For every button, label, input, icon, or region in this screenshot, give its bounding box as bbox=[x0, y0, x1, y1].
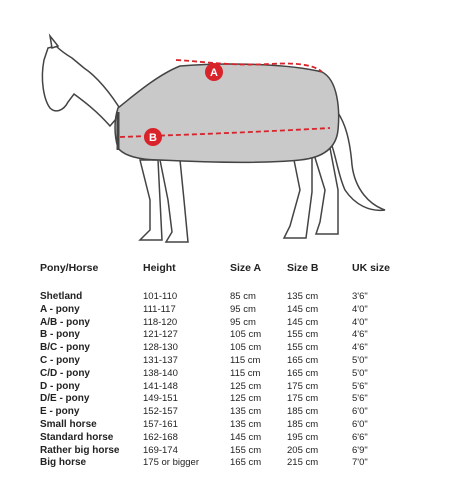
table-cell: 6'6" bbox=[352, 431, 368, 443]
table-cell: E - pony bbox=[40, 406, 80, 418]
table-cell: 155 cm bbox=[287, 329, 319, 341]
table-cell: 155 cm bbox=[230, 444, 262, 456]
table-cell: 4'6" bbox=[352, 329, 368, 341]
header-uk-size: UK size bbox=[352, 262, 390, 274]
marker-b-label: B bbox=[149, 132, 157, 144]
table-cell: 95 cm bbox=[230, 303, 256, 315]
table-cell: C/D - pony bbox=[40, 367, 90, 379]
header-pony-horse: Pony/Horse bbox=[40, 262, 99, 274]
table-cell: 101-110 bbox=[143, 291, 178, 302]
table-cell: 6'9" bbox=[352, 444, 368, 456]
table-cell: 205 cm bbox=[287, 444, 319, 456]
table-cell: 3'6" bbox=[352, 291, 368, 302]
table-cell: 5'6" bbox=[352, 393, 368, 405]
table-cell: 4'0" bbox=[352, 303, 368, 315]
table-cell: Small horse bbox=[40, 419, 97, 430]
header-height: Height bbox=[143, 262, 176, 274]
table-cell: 145 cm bbox=[230, 431, 262, 443]
table-cell: 162-168 bbox=[143, 431, 178, 443]
table-cell: 115 cm bbox=[230, 355, 261, 366]
header-size-a: Size A bbox=[230, 262, 262, 274]
table-cell: 138-140 bbox=[143, 367, 178, 379]
table-cell: 135 cm bbox=[287, 291, 319, 302]
table-cell: 105 cm bbox=[230, 342, 262, 354]
table-cell: 165 cm bbox=[287, 355, 319, 366]
header-size-b: Size B bbox=[287, 262, 319, 274]
table-cell: 111-117 bbox=[143, 303, 176, 315]
table-cell: 165 cm bbox=[230, 457, 262, 469]
table-cell: A - pony bbox=[40, 303, 80, 315]
table-cell: 125 cm bbox=[230, 380, 262, 392]
table-cell: A/B - pony bbox=[40, 316, 90, 328]
table-cell: 169-174 bbox=[143, 444, 178, 456]
marker-a-label: A bbox=[210, 67, 218, 79]
table-cell: 118-120 bbox=[143, 316, 178, 328]
table-cell: 5'6" bbox=[352, 380, 368, 392]
table-cell: 6'0" bbox=[352, 419, 368, 430]
table-cell: Shetland bbox=[40, 291, 83, 302]
table-cell: 185 cm bbox=[287, 406, 319, 418]
table-cell: 5'0" bbox=[352, 355, 368, 366]
table-cell: 145 cm bbox=[287, 316, 319, 328]
table-cell: 131-137 bbox=[143, 355, 178, 366]
table-cell: B - pony bbox=[40, 329, 80, 341]
table-cell: 135 cm bbox=[230, 419, 262, 430]
table-cell: 165 cm bbox=[287, 367, 319, 379]
table-cell: 152-157 bbox=[143, 406, 178, 418]
table-cell: 175 cm bbox=[287, 393, 319, 405]
table-cell: 121-127 bbox=[143, 329, 178, 341]
table-cell: 157-161 bbox=[143, 419, 178, 430]
table-cell: 215 cm bbox=[287, 457, 319, 469]
table-cell: 141-148 bbox=[143, 380, 178, 392]
table-cell: D/E - pony bbox=[40, 393, 90, 405]
table-cell: 155 cm bbox=[287, 342, 319, 354]
table-cell: 7'0" bbox=[352, 457, 368, 469]
table-cell: Standard horse bbox=[40, 431, 114, 443]
table-cell: 115 cm bbox=[230, 367, 261, 379]
table-cell: 125 cm bbox=[230, 393, 262, 405]
table-cell: 195 cm bbox=[287, 431, 319, 443]
table-cell: D - pony bbox=[40, 380, 80, 392]
table-cell: 135 cm bbox=[230, 406, 262, 418]
table-cell: 5'0" bbox=[352, 367, 368, 379]
table-cell: 149-151 bbox=[143, 393, 178, 405]
table-cell: 145 cm bbox=[287, 303, 319, 315]
table-cell: 6'0" bbox=[352, 406, 368, 418]
table-cell: B/C - pony bbox=[40, 342, 90, 354]
table-cell: Big horse bbox=[40, 457, 87, 469]
table-cell: 128-130 bbox=[143, 342, 178, 354]
table-cell: 4'6" bbox=[352, 342, 368, 354]
table-cell: 4'0" bbox=[352, 316, 368, 328]
table-cell: 175 cm bbox=[287, 380, 319, 392]
table-cell: 105 cm bbox=[230, 329, 262, 341]
table-cell: 175 or bigger bbox=[143, 457, 199, 469]
table-cell: C - pony bbox=[40, 355, 80, 366]
table-cell: Rather big horse bbox=[40, 444, 120, 456]
table-cell: 185 cm bbox=[287, 419, 319, 430]
table-cell: 85 cm bbox=[230, 291, 256, 302]
table-cell: 95 cm bbox=[230, 316, 256, 328]
